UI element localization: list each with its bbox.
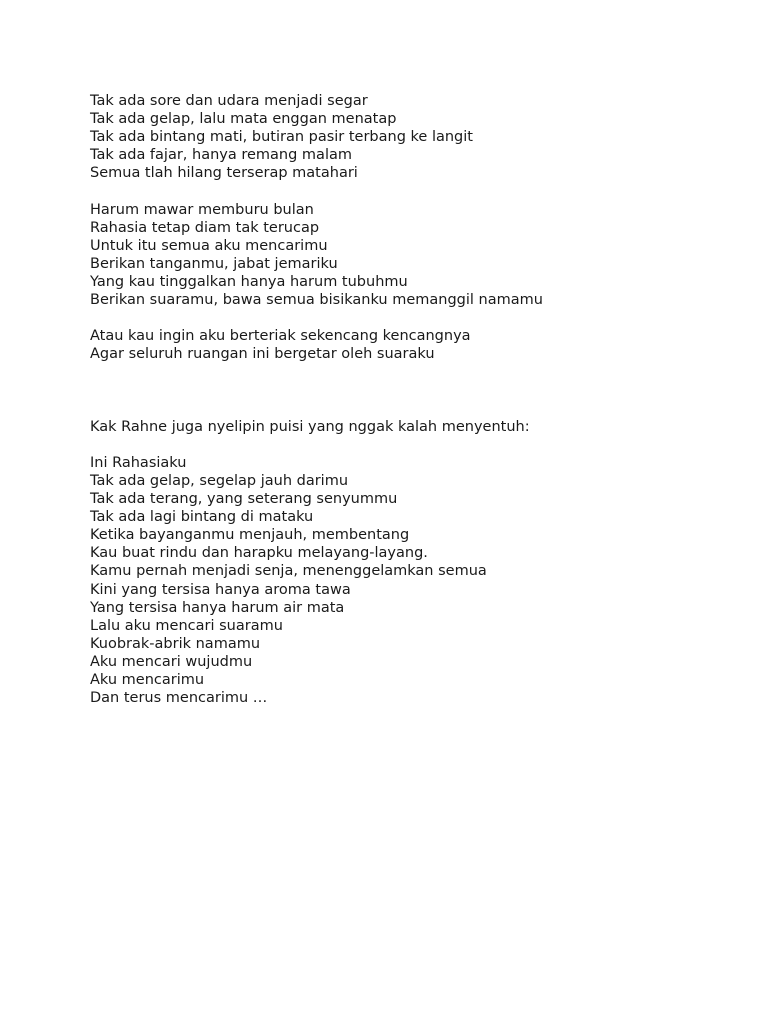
poem-stanza-1 — [90, 92, 730, 182]
text-line: Tak ada gelap, lalu mata enggan menatap — [90, 111, 397, 128]
text-line: Rahasia tetap diam tak terucap — [90, 219, 320, 236]
text-line: Yang tersisa hanya harum air mata — [90, 599, 345, 616]
text-line: Tak ada bintang mati, butiran pasir terbang ke langit — [90, 129, 473, 146]
text-line: Agar seluruh ruangan ini bergetar oleh suaraku — [90, 346, 435, 363]
text-line: Kini yang tersisa hanya aroma tawa — [90, 581, 351, 598]
text-line: Tak ada fajar, hanya remang malam — [90, 147, 352, 164]
text-line: Berikan suaramu, bawa semua bisikanku memanggil namamu — [90, 292, 543, 309]
text-line: Ketika bayanganmu menjauh, membentang — [90, 527, 410, 544]
text-line: Untuk itu semua aku mencarimu — [90, 237, 328, 254]
text-line: Tak ada sore dan udara menjadi segar — [90, 93, 368, 109]
text-line: Kamu pernah menjadi senja, menenggelamkan semua — [90, 563, 487, 580]
text-line: Lalu aku mencari suaramu — [90, 617, 283, 634]
text-line: Kuobrak-abrik namamu — [90, 635, 261, 652]
text-line: Semua tlah hilang terserap matahari — [90, 165, 358, 182]
text-line: Aku mencarimu — [90, 672, 205, 689]
text-line: Kau buat rindu dan harapku melayang-layang. — [90, 545, 428, 562]
poem-stanza-4 — [90, 454, 730, 707]
document-body — [90, 92, 730, 707]
text-line: Tak ada gelap, segelap jauh darimu — [90, 472, 349, 489]
text-line: Tak ada terang, yang seterang senyummu — [90, 491, 398, 508]
text-line: Dan terus mencarimu … — [90, 690, 268, 707]
text-line: Berikan tanganmu, jabat jemariku — [90, 255, 338, 272]
intro-paragraph — [90, 418, 730, 436]
poem-title: Ini Rahasiaku — [90, 454, 187, 471]
text-line: Atau kau ingin aku berteriak sekencang kencangnya — [90, 328, 471, 345]
poem-stanza-2 — [90, 201, 730, 310]
text-line: Aku mencari wujudmu — [90, 653, 253, 670]
poem-stanza-3 — [90, 327, 730, 363]
text-line: Harum mawar memburu bulan — [90, 201, 314, 218]
text-line: Yang kau tinggalkan hanya harum tubuhmu — [90, 273, 408, 290]
text-line: Kak Rahne juga nyelipin puisi yang nggak kalah menyentuh: — [90, 418, 530, 435]
text-line: Tak ada lagi bintang di mataku — [90, 509, 314, 526]
